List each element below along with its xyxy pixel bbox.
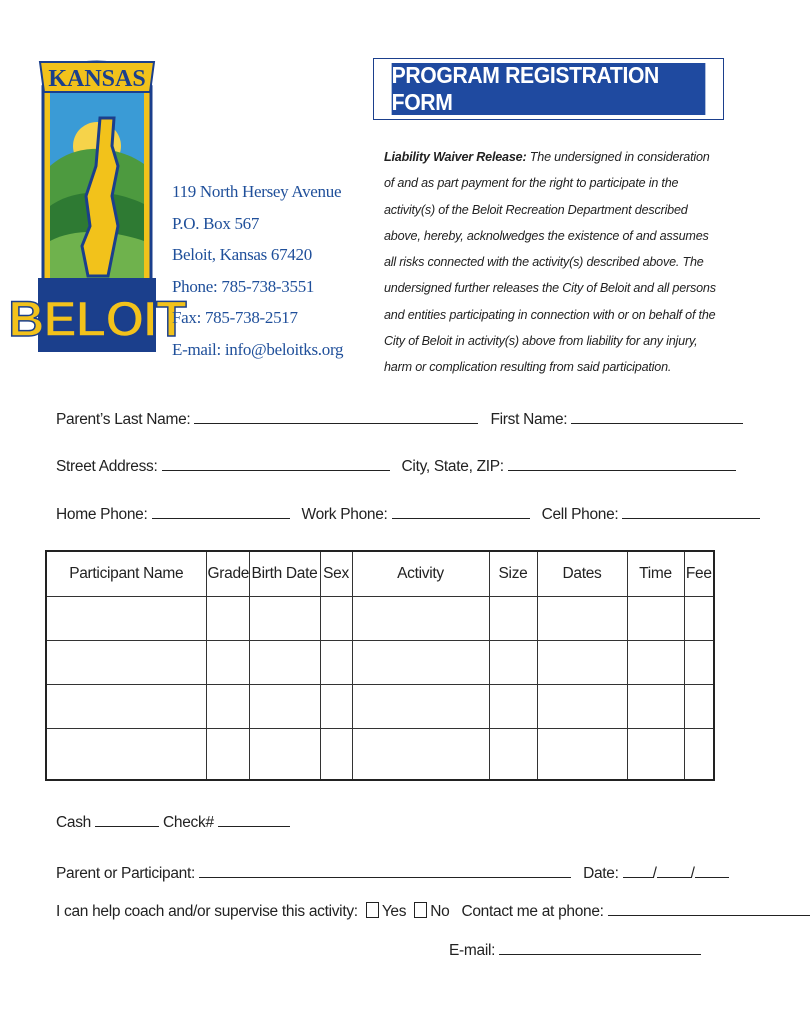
table-row: [46, 641, 714, 685]
table-header-row: [46, 551, 714, 597]
first-name-label: First Name:: [490, 411, 568, 428]
form-title: PROGRAM REGISTRATION FORM: [392, 63, 706, 115]
city-state-zip-field[interactable]: [508, 456, 736, 471]
cell-sex[interactable]: [320, 729, 352, 780]
cell-participant-name[interactable]: [46, 641, 206, 685]
cell-sex[interactable]: [320, 641, 352, 685]
date-day-field[interactable]: [657, 863, 691, 878]
cell-activity[interactable]: [352, 641, 489, 685]
street-address-field[interactable]: [162, 456, 390, 471]
table-row: [46, 597, 714, 641]
cash-field[interactable]: [95, 812, 159, 827]
signature-field[interactable]: [199, 863, 571, 878]
cell-dates[interactable]: [537, 685, 627, 729]
cell-participant-name[interactable]: [46, 597, 206, 641]
city-state-zip-label: City, State, ZIP:: [401, 458, 504, 475]
cell-activity[interactable]: [352, 597, 489, 641]
home-phone-label: Home Phone:: [56, 506, 148, 523]
date-month-field[interactable]: [623, 863, 653, 878]
contact-city: Beloit, Kansas 67420: [172, 245, 312, 264]
contact-fax: Fax: 785-738-2517: [172, 308, 298, 327]
header-dates: Dates: [537, 551, 627, 597]
cell-fee[interactable]: [684, 641, 714, 685]
cell-time[interactable]: [627, 641, 684, 685]
cell-sex[interactable]: [320, 597, 352, 641]
logo-bottom-text: BELOIT: [8, 291, 186, 347]
contact-phone-label: Contact me at phone:: [461, 903, 604, 920]
cell-grade[interactable]: [206, 641, 249, 685]
participant-table: [45, 550, 715, 781]
cell-size[interactable]: [489, 597, 537, 641]
volunteer-label: I can help coach and/or supervise this activity:: [56, 903, 358, 920]
parent-last-name-field[interactable]: [194, 409, 478, 424]
phone-row: [56, 504, 760, 524]
contact-address: 119 North Hersey Avenue: [172, 182, 342, 201]
yes-label: Yes: [381, 903, 407, 920]
parent-last-name-label: Parent’s Last Name:: [56, 411, 191, 428]
header-participant-name: Participant Name: [46, 551, 206, 597]
header-fee: Fee: [684, 551, 714, 597]
date-label: Date:: [583, 865, 619, 882]
date-year-field[interactable]: [695, 863, 729, 878]
parent-name-row: [56, 409, 743, 429]
cell-participant-name[interactable]: [46, 685, 206, 729]
cell-sex[interactable]: [320, 685, 352, 729]
cell-dates[interactable]: [537, 597, 627, 641]
cell-activity[interactable]: [352, 729, 489, 780]
waiver-lead: Liability Waiver Release:: [384, 150, 527, 164]
cell-birth-date[interactable]: [249, 641, 320, 685]
beloit-kansas-logo: [8, 46, 186, 358]
contact-info: [172, 176, 343, 365]
logo-top-text: KANSAS: [48, 66, 146, 92]
cell-size[interactable]: [489, 685, 537, 729]
cell-dates[interactable]: [537, 641, 627, 685]
yes-checkbox[interactable]: [366, 902, 379, 918]
contact-pobox: P.O. Box 567: [172, 213, 260, 233]
contact-email: E-mail: info@beloitks.org: [172, 339, 344, 359]
form-title-box: [373, 58, 724, 120]
header-grade: Grade: [206, 551, 249, 597]
table-row: [46, 685, 714, 729]
check-label: Check#: [163, 814, 214, 831]
street-address-label: Street Address:: [56, 458, 158, 475]
cash-label: Cash: [56, 814, 91, 831]
cell-phone-label: Cell Phone:: [541, 506, 619, 523]
cell-phone-field[interactable]: [622, 504, 760, 519]
no-label: No: [430, 903, 450, 920]
home-phone-field[interactable]: [152, 504, 290, 519]
cell-grade[interactable]: [206, 597, 249, 641]
cell-birth-date[interactable]: [249, 729, 320, 780]
first-name-field[interactable]: [571, 409, 743, 424]
work-phone-label: Work Phone:: [301, 506, 388, 523]
check-field[interactable]: [218, 812, 290, 827]
cell-time[interactable]: [627, 597, 684, 641]
cell-fee[interactable]: [684, 597, 714, 641]
waiver-body: The undersigned in consideration of and as part payment for the right to participate in the activity(s) of the Beloit Recreation Department described above, hereby, acknolwedges the existence of and assumes all risks connected with the activity(s) described above. The undersigned further releases the City of Beloit and all persons and entities participating in connection with or on behalf of the City of Beloit in activity(s) above from liability for any injury, harm or complication resulting from said participation.: [384, 150, 716, 375]
cell-size[interactable]: [489, 729, 537, 780]
table-row: [46, 729, 714, 780]
cell-time[interactable]: [627, 729, 684, 780]
cell-grade[interactable]: [206, 729, 249, 780]
volunteer-row: [56, 901, 810, 921]
header-sex: Sex: [320, 551, 352, 597]
header-time: Time: [627, 551, 684, 597]
header-birth-date: Birth Date: [249, 551, 320, 597]
header-activity: Activity: [352, 551, 489, 597]
cell-size[interactable]: [489, 641, 537, 685]
work-phone-field[interactable]: [392, 504, 530, 519]
email-label: E-mail:: [449, 942, 496, 959]
cell-fee[interactable]: [684, 685, 714, 729]
address-row: [56, 456, 736, 476]
cell-time[interactable]: [627, 685, 684, 729]
cell-grade[interactable]: [206, 685, 249, 729]
email-row: [449, 940, 701, 960]
contact-phone: Phone: 785-738-3551: [172, 276, 315, 296]
signature-row: Parent or Participant: Date: / /: [56, 863, 729, 883]
email-field[interactable]: [499, 940, 701, 955]
no-checkbox[interactable]: [414, 902, 427, 918]
parent-participant-label: Parent or Participant:: [56, 865, 196, 882]
cell-birth-date[interactable]: [249, 685, 320, 729]
cell-activity[interactable]: [352, 685, 489, 729]
header-size: Size: [489, 551, 537, 597]
payment-row: [56, 812, 290, 832]
contact-phone-field[interactable]: [608, 901, 810, 916]
cell-participant-name[interactable]: [46, 729, 206, 780]
cell-dates[interactable]: [537, 729, 627, 780]
cell-birth-date[interactable]: [249, 597, 320, 641]
cell-fee[interactable]: [684, 729, 714, 780]
liability-waiver: [384, 144, 719, 381]
